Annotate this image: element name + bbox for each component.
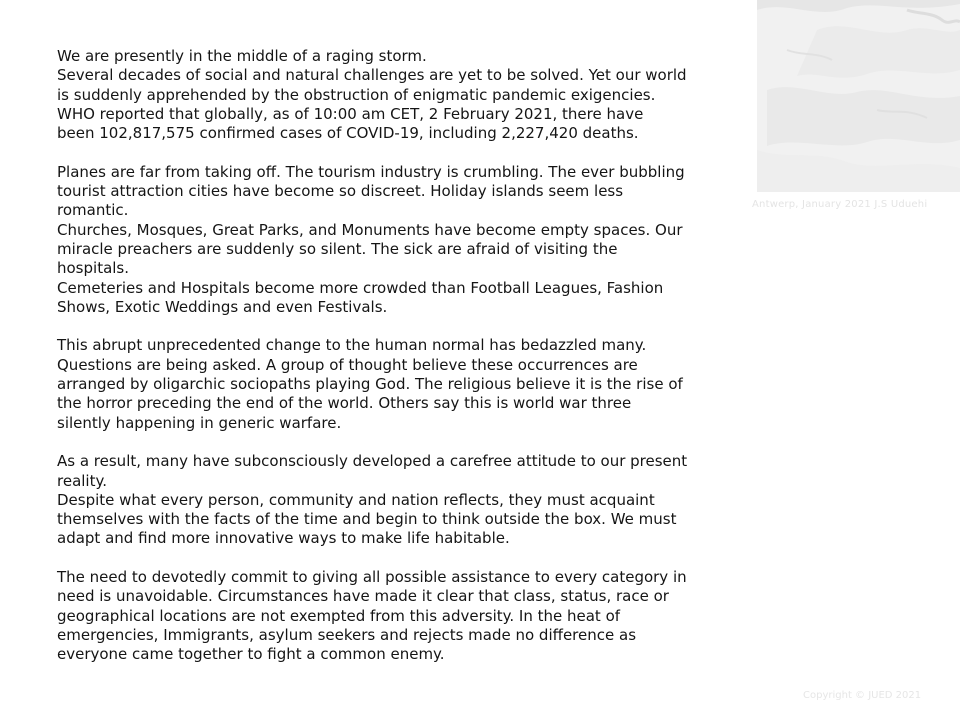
text-line: adapt and find more innovative ways to make life habitable. xyxy=(57,529,510,548)
body-text xyxy=(57,47,747,684)
text-line: We are presently in the middle of a raging storm. xyxy=(57,47,427,65)
text-line: everyone came together to fight a common enemy. xyxy=(57,645,445,664)
text-line: tourist attraction cities have become so discreet. Holiday islands seem less xyxy=(57,182,624,201)
text-line: is suddenly apprehended by the obstruction of enigmatic pandemic exigencies. xyxy=(57,85,656,104)
paragraph xyxy=(57,452,747,548)
text-line: Planes are far from taking off. The tourism industry is crumbling. The ever bubbling xyxy=(57,162,685,181)
text-line: miracle preachers are suddenly so silent. The sick are afraid of visiting the xyxy=(57,239,618,258)
text-line: romantic. xyxy=(57,201,129,220)
text-line: WHO reported that globally, as of 10:00 am CET, 2 February 2021, there have xyxy=(57,104,644,123)
paragraph xyxy=(57,47,747,143)
text-line: This abrupt unprecedented change to the human normal has bedazzled many. xyxy=(57,336,647,355)
paragraph xyxy=(57,163,747,317)
text-line: geographical locations are not exempted from this adversity. In the heat of xyxy=(57,606,621,625)
text-line: The need to devotedly commit to giving all possible assistance to every category in xyxy=(57,568,687,587)
text-line: arranged by oligarchic sociopaths playing God. The religious believe it is the rise of xyxy=(57,375,683,394)
text-line: As a result, many have subconsciously developed a carefree attitude to our present xyxy=(57,452,688,471)
text-line: Despite what every person, community and nation reflects, they must acquaint xyxy=(57,490,655,509)
faded-photo xyxy=(757,0,960,192)
paragraph xyxy=(57,336,747,432)
text-line: silently happening in generic warfare. xyxy=(57,413,342,432)
text-line: Churches, Mosques, Great Parks, and Monuments have become empty spaces. Our xyxy=(57,220,683,239)
text-line: reality. xyxy=(57,471,107,490)
copyright-text: Copyright © JUED 2021 xyxy=(803,690,922,701)
text-line: been 102,817,575 confirmed cases of COVID-19, including 2,227,420 deaths. xyxy=(57,124,639,143)
faded-photo-image xyxy=(757,0,960,192)
text-line: need is unavoidable. Circumstances have made it clear that class, status, race or xyxy=(57,587,669,606)
text-line: Shows, Exotic Weddings and even Festivals. xyxy=(57,297,388,316)
text-line: themselves with the facts of the time and begin to think outside the box. We must xyxy=(57,510,677,529)
text-line: emergencies, Immigrants, asylum seekers and rejects made no difference as xyxy=(57,625,637,644)
text-line: Questions are being asked. A group of thought believe these occurrences are xyxy=(57,355,638,374)
photo-caption: Antwerp, January 2021 J.S Uduehi xyxy=(752,199,928,210)
text-line: the horror preceding the end of the world. Others say this is world war three xyxy=(57,394,632,413)
text-line: Cemeteries and Hospitals become more crowded than Football Leagues, Fashion xyxy=(57,278,664,297)
text-line: hospitals. xyxy=(57,259,130,278)
paragraph xyxy=(57,568,747,664)
text-line: Several decades of social and natural challenges are yet to be solved. Yet our world xyxy=(57,66,687,85)
